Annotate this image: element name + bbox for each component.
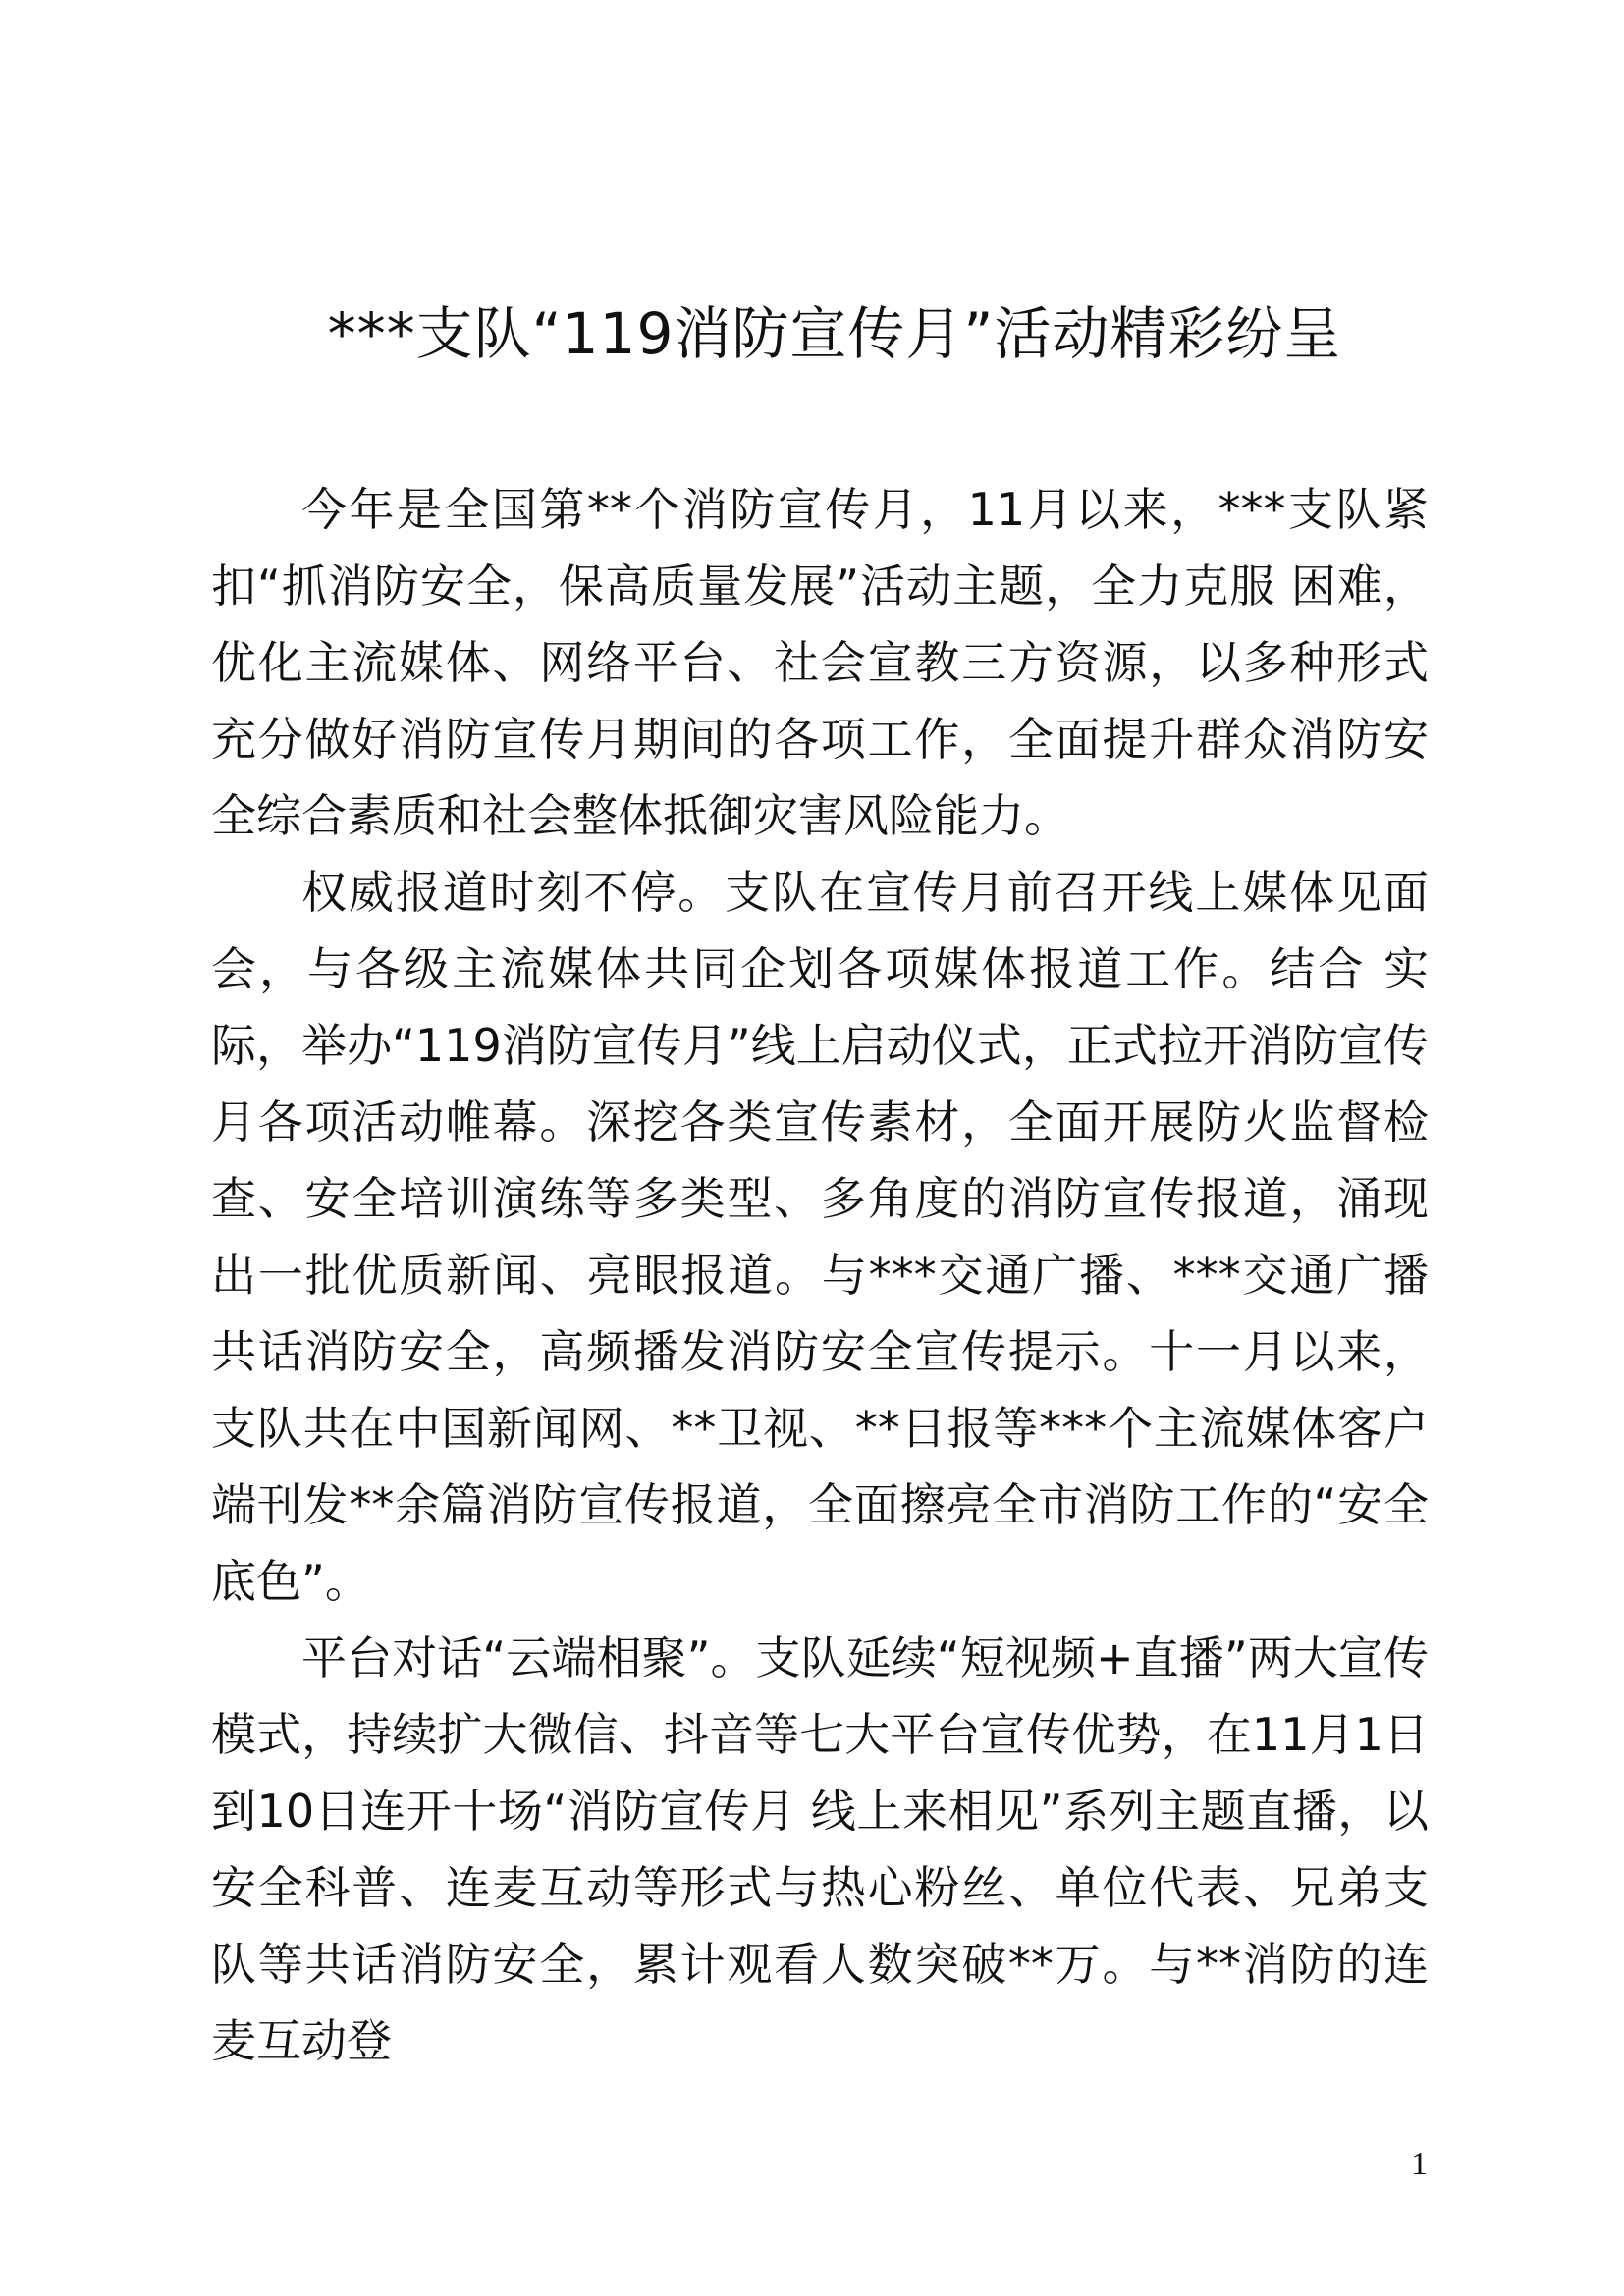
page-number: 1 <box>1411 2146 1428 2182</box>
paragraph-intro: 今年是全国第**个消防宣传月，11月以来，***支队紧扣“抓消防安全，保高质量发展”活动主题，全力克服 困难，优化主流媒体、网络平台、社会宣教三方资源，以多种形式充分做好消防宣传月期间的各项工作，全面提升群众消防安全综合素质和社会整体抵御灾害风险能力。 <box>211 483 1429 842</box>
paragraph-authoritative-reports: 权威报道时刻不停。支队在宣传月前召开线上媒体见面会，与各级主流媒体共同企划各项媒体报道工作。结合 实际，举办“119消防宣传月”线上启动仪式，正式拉开消防宣传月各项活动帷幕。深挖各类宣传素材，全面开展防火监督检查、安全培训演练等多类型、多角度的消防宣传报道，涌现出一批优质新闻、亮眼报道。与***交通广播、***交通广播共话消防安全，高频播发消防安全宣传提示。十一月以来，支队共在中国新闻网、**卫视、**日报等***个主流媒体客户端刊发**余篇消防宣传报道，全面擦亮全市消防工作的“安全底色”。 <box>211 866 1429 1608</box>
paragraph-platform-dialogue: 平台对话“云端相聚”。支队延续“短视频+直播”两大宣传模式，持续扩大微信、抖音等七大平台宣传优势，在11月1日到10日连开十场“消防宣传月 线上来相见”系列主题直播，以安全科普、连麦互动等形式与热心粉丝、单位代表、兄弟支队等共话消防安全，累计观看人数突破**万。与**消防的连麦互动登 <box>211 1631 1430 2067</box>
document-title: ***支队“119消防宣传月”活动精彩纷呈 <box>327 300 1342 367</box>
document-body <box>211 471 1429 2079</box>
